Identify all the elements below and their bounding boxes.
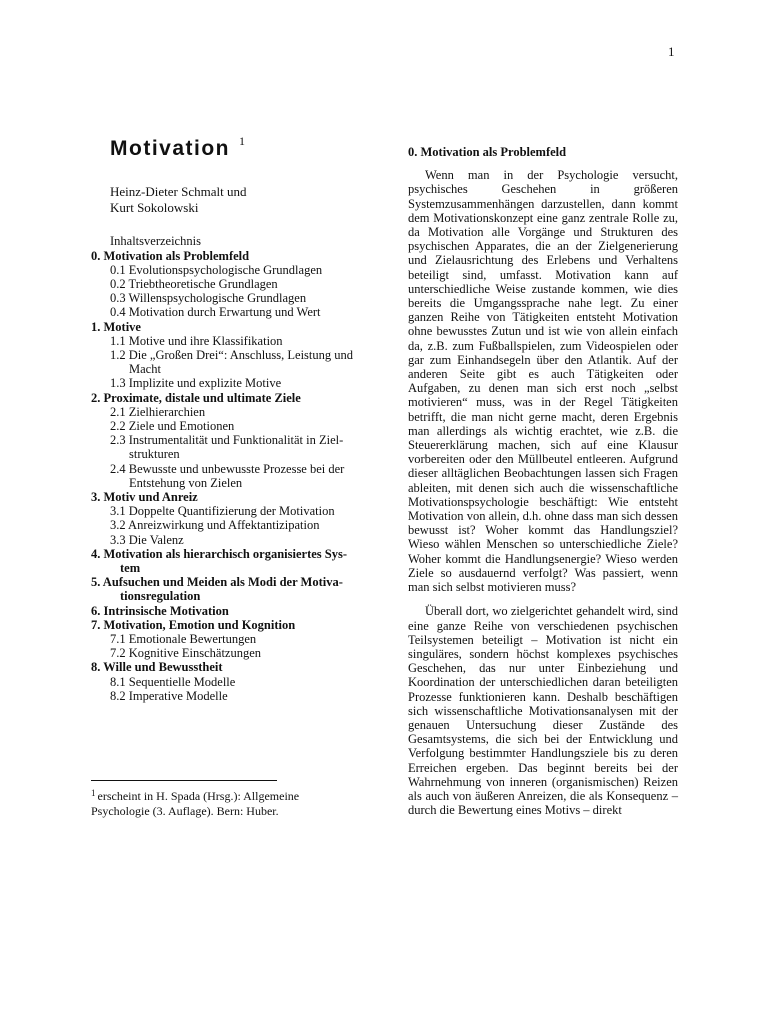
- toc-subsection-item[interactable]: 1.2 Die „Großen Drei“: Anschluss, Leistung und Macht: [110, 347, 354, 377]
- title-footnote-marker[interactable]: 1: [239, 134, 245, 148]
- author-line: Heinz-Dieter Schmalt und: [110, 184, 247, 199]
- toc-subsection-item[interactable]: 0.3 Willenspsychologische Grundlagen: [110, 291, 307, 306]
- document-title: Motivation: [110, 137, 230, 160]
- toc-subsection-item[interactable]: 2.2 Ziele und Emotionen: [110, 418, 235, 433]
- toc-subsection-item[interactable]: 0.4 Motivation durch Erwartung und Wert: [110, 305, 321, 320]
- section-heading: 0. Motivation als Problemfeld: [408, 145, 567, 159]
- footnote-divider: [91, 780, 277, 781]
- table-of-contents: [91, 249, 366, 704]
- toc-subsection-item[interactable]: 3.1 Doppelte Quantifizierung der Motivation: [110, 504, 335, 519]
- toc-subsection-item[interactable]: 3.2 Anreizwirkung und Affektantizipation: [110, 518, 320, 533]
- right-column: [408, 145, 678, 827]
- toc-subsection-item[interactable]: 7.1 Emotionale Bewertungen: [110, 631, 257, 646]
- toc-section-item[interactable]: 1. Motive: [91, 319, 141, 334]
- toc-subsection-item[interactable]: 1.3 Implizite und explizite Motive: [110, 376, 282, 391]
- toc-subsection-item[interactable]: 3.3 Die Valenz: [110, 532, 184, 547]
- footnote-marker: 1: [91, 788, 96, 798]
- page-number: 1: [668, 44, 675, 59]
- authors: [110, 184, 366, 216]
- toc-subsection-item[interactable]: 8.2 Imperative Modelle: [110, 688, 228, 703]
- toc-subsection-item[interactable]: 2.1 Zielhierarchien: [110, 404, 206, 419]
- toc-section-item[interactable]: 4. Motivation als hierarchisch organisiertes Sys-tem: [91, 546, 347, 575]
- footnote-text: erscheint in H. Spada (Hrsg.): Allgemeine Psychologie (3. Auflage). Bern: Huber.: [91, 789, 300, 818]
- title-line: [91, 136, 366, 162]
- toc-subsection-item[interactable]: 2.4 Bewusste und unbewusste Prozesse bei der Entstehung von Zielen: [110, 461, 345, 490]
- toc-subsection-item[interactable]: 7.2 Kognitive Einschätzungen: [110, 646, 262, 661]
- toc-section-item[interactable]: 2. Proximate, distale und ultimate Ziele: [91, 390, 301, 405]
- toc-subsection-item[interactable]: 2.3 Instrumentalität und Funktionalität in Ziel-strukturen: [110, 433, 344, 462]
- toc-section-item[interactable]: 7. Motivation, Emotion und Kognition: [91, 617, 296, 632]
- author-line: Kurt Sokolowski: [110, 200, 199, 215]
- toc-subsection-item[interactable]: 1.1 Motive und ihre Klassifikation: [110, 333, 283, 348]
- toc-subsection-item[interactable]: 0.1 Evolutionspsychologische Grundlagen: [110, 262, 323, 277]
- toc-subsection-item[interactable]: 8.1 Sequentielle Modelle: [110, 674, 236, 689]
- left-column: [91, 130, 366, 703]
- footnote: [91, 786, 353, 818]
- toc-section-item[interactable]: 0. Motivation als Problemfeld: [91, 248, 250, 263]
- toc-heading: Inhaltsverzeichnis: [110, 234, 201, 248]
- toc-section-item[interactable]: 5. Aufsuchen und Meiden als Modi der Motiva-tionsregulation: [91, 575, 343, 604]
- toc-section-item[interactable]: 6. Intrinsische Motivation: [91, 603, 229, 618]
- body-paragraph: Wenn man in der Psychologie versucht, psychisches Geschehen in größeren Systemzusammenhängen darzustellen, dann kommt dem Motivationskonzept eine ganz zentrale Rolle zu, da Motivation alle Vorgänge und Strukturen des psychischen Apparates, die an der Zielgenerierung und Zielausrichtung des Erlebens und Verhaltens beteiligt sind, umfasst. Motivation kann auf unterschiedliche Weise zustande kommen, wie dies bereits die Umgangssprache nahe legt. Zu einer ganzen Reihe von Tätigkeiten entsteht Motivation ohne bewusstes Zutun und ist wie von allein einfach da, z.B. zum Fußballspielen, zum Videospielen oder gar zum Einhandsegeln über den Atlantik. Auf der anderen Seite gibt es auch Tätigkeiten oder Aufgaben, zu denen man sich erst noch „selbst motivieren“ muss, was in der Regel Tätigkeiten betrifft, die man nicht gerne macht, deren Ergebnis man allerdings als wichtig erachtet, wie z.B. die Steuererklärung machen, sich auf eine Klausur vorbereiten oder den Müllbeutel entleeren. Aufgrund dieser alltäglichen Beobachtungen lassen sich Fragen ableiten, mit denen sich auch die wissenschaftliche Motivationspsychologie beschäftigt: Wie entsteht Motivation von allein, d.h. ohne dass man sich dessen bewusst ist? Woher kommt das Handlungsziel? Wieso wählen Menschen so unterschiedliche Ziele? Woher kommt die Handlungsenergie? Wieso werden Ziele so ausdauernd verfolgt? Was passiert, wenn man sich selbst motivieren muss?: [408, 168, 678, 595]
- toc-section-item[interactable]: 8. Wille und Bewusstheit: [91, 660, 223, 675]
- toc-subsection-item[interactable]: 0.2 Triebtheoretische Grundlagen: [110, 276, 278, 291]
- toc-section-item[interactable]: 3. Motiv und Anreiz: [91, 489, 198, 504]
- body-paragraph: Überall dort, wo zielgerichtet gehandelt wird, sind eine ganze Reihe von verschiedenen psychischen Teilsystemen beteiligt – Motivation ist nicht ein singuläres, sondern höchst komplexes psychisches Geschehen, das nur unter Einbeziehung und Koordination der unterschiedlichen daran beteiligten Prozesse funktionieren kann. Deshalb beschäftigen sich wissenschaftliche Motivationsanalysen mit der genauen Untersuchung dieser Zustände des Gesamtsystems, die sich bei der Entwicklung und Verfolgung bestimmter Handlungsziele bis zu deren Erreichen ergeben. Das beginnt bereits bei der Wahrnehmung von inneren (organismischen) Reizen als auch von äußeren Anreizen, die als Konsequenz – durch die Bewertung eines Motivs – direkt: [408, 604, 678, 818]
